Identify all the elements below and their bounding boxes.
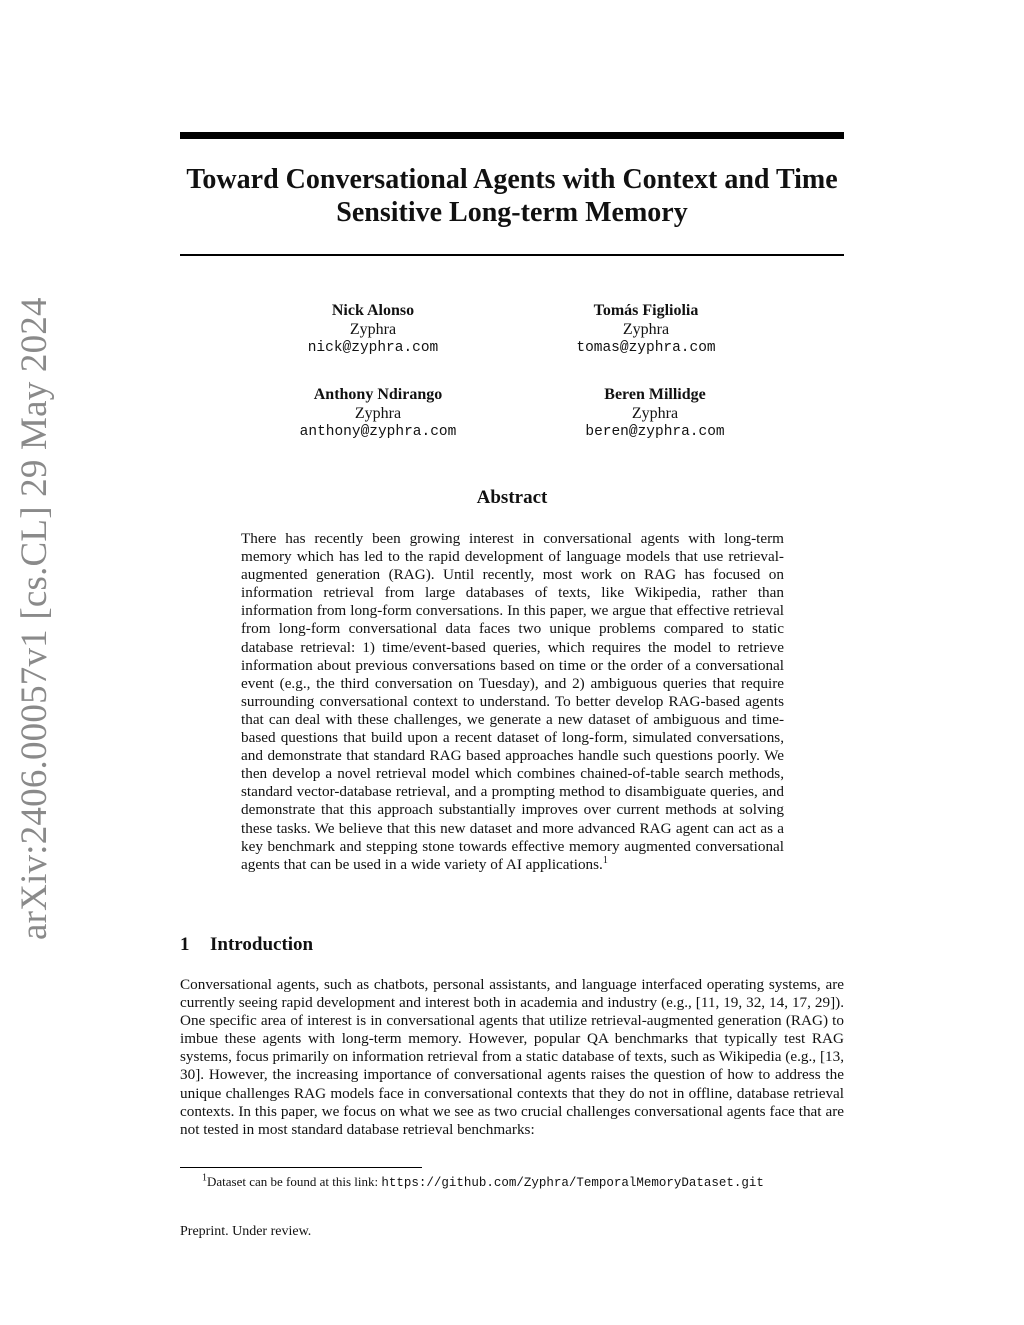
footnote-rule [180, 1167, 422, 1168]
author-block [243, 301, 503, 358]
preprint-note: Preprint. Under review. [180, 1224, 312, 1239]
author-email: beren@zyphra.com [585, 424, 725, 440]
author-block [516, 301, 776, 358]
abstract-body [241, 530, 784, 874]
author-affiliation: Zyphra [349, 321, 397, 338]
author-name: Tomás Figliolia [593, 302, 699, 319]
author-affiliation: Zyphra [354, 405, 402, 422]
introduction-paragraph: Conversational agents, such as chatbots, personal assistants, and language interfaced operating systems, are currently seeing rapid development and interest both in academia and industry (e.g., [11, 19, 32, 14, 17, 29]). One specific area of interest is in conversational agents that utilize retrieval-augmented generation (RAG) to imbue these agents with long-term memory. However, popular QA benchmarks that typically test RAG systems, focus primarily on information retrieval from a static database of texts, such as Wikipedia (e.g., [13, 30]. However, the increasing importance of conversational agents raises the question of how to address the unique challenges RAG models face in conversational contexts that they do not in offline, database retrieval contexts. In this paper, we focus on what we see as two crucial challenges conversational agents face that are not tested in most standard database retrieval benchmarks: [180, 976, 844, 1138]
paper-title: Toward Conversational Agents with Context and Time Sensitive Long-term Memory [186, 164, 838, 228]
title-bottom-rule [180, 254, 844, 256]
abstract-text: There has recently been growing interest in conversational agents with long-term memory which has led to the rapid development of language models that use retrieval-augmented generation (RAG). Until recently, most work on RAG has focused on information retrieval from large databases of texts, like Wikipedia, rather than information from long-form conversations. In this paper, we argue that effective retrieval from long-form conversational data faces two unique problems compared to static database retrieval: 1) time/event-based queries, which requires the model to retrieve information about previous conversations based on time or the order of a conversational event (e.g., the third conversation on Tuesday), and 2) ambiguous queries that require surrounding conversational context to understand. To better develop RAG-based agents that can deal with these challenges, we generate a new dataset of ambiguous and time-based questions that build upon a recent dataset of long-form, simulated conversations, and demonstrate that standard RAG based approaches handle such questions poorly. We then develop a novel retrieval model which combines chained-of-table search methods, standard vector-database retrieval, and a prompting method to disambiguate queries, and demonstrate that this approach substantially improves over current methods at solving these tasks. We believe that this new dataset and more advanced RAG agent can act as a key benchmark and stepping stone towards effective memory augmented conversational agents that can be used in a wide variety of AI applications. [241, 530, 784, 873]
author-block [248, 385, 508, 442]
section-title: Introduction [210, 934, 314, 955]
author-name: Anthony Ndirango [313, 386, 443, 403]
footnote [202, 1174, 764, 1191]
arxiv-stamp: arXiv:2406.00057v1 [cs.CL] 29 May 2024 [14, 297, 55, 940]
author-name: Nick Alonso [331, 302, 415, 319]
footnote-marker: 1 [602, 854, 608, 866]
author-email: anthony@zyphra.com [299, 424, 457, 440]
author-affiliation: Zyphra [631, 405, 679, 422]
section-number: 1 [180, 934, 190, 955]
footnote-text: Dataset can be found at this link: [207, 1174, 382, 1189]
section-heading-introduction [180, 934, 313, 956]
title-top-rule [180, 132, 844, 139]
author-affiliation: Zyphra [622, 321, 670, 338]
abstract-heading: Abstract [476, 487, 548, 508]
author-email: nick@zyphra.com [307, 340, 439, 356]
author-email: tomas@zyphra.com [576, 340, 716, 356]
footnote-number: 1 [202, 1172, 207, 1184]
author-block [525, 385, 785, 442]
author-name: Beren Millidge [604, 386, 706, 403]
dataset-link[interactable]: https://github.com/Zyphra/TemporalMemoryDataset.git [381, 1176, 764, 1190]
